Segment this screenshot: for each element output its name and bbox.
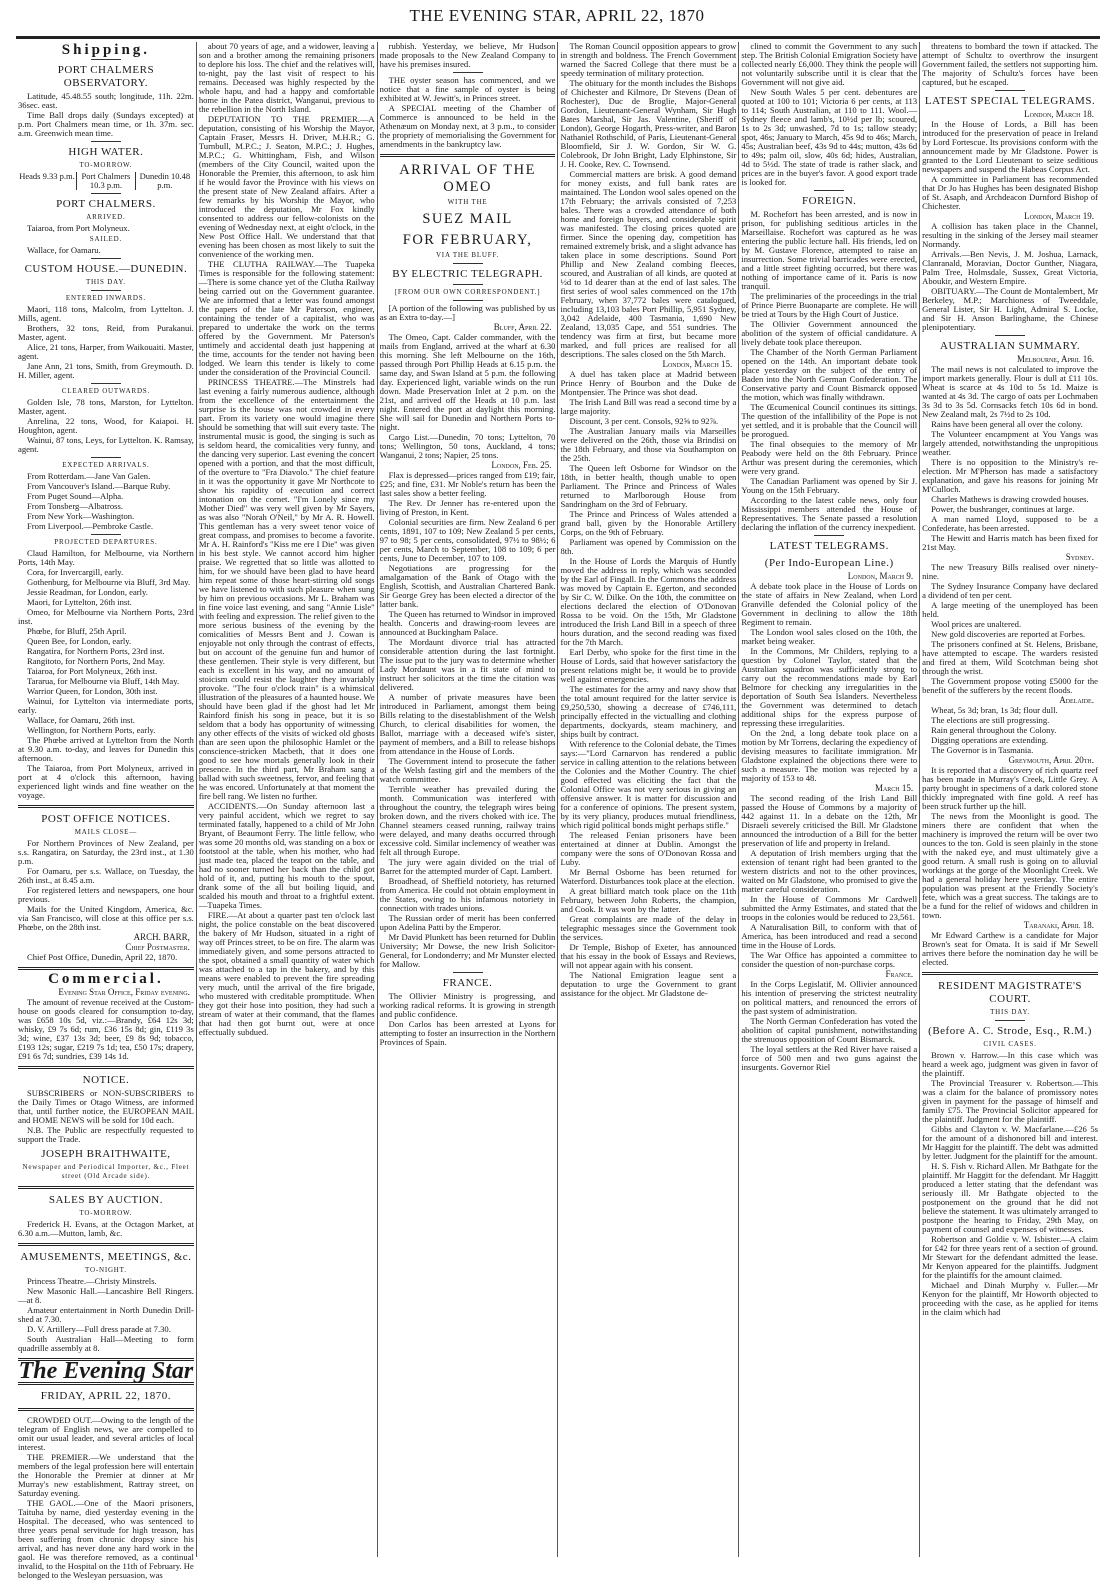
section-heading: POST OFFICE NOTICES.	[41, 813, 171, 825]
article-paragraph: From Rotterdam.—Jane Van Galen.	[27, 471, 151, 481]
subheading: TO-MORROW.	[79, 161, 133, 169]
article-paragraph: Terrible weather has prevailed during the month. Communication was interfered with throughout the country, the telegraph wires being broken down, and the rivers choked with ice. The Channel steamers ceased running, railway trains were delayed, and many deaths occurred through excessive cold. Similar inclemency of weather was felt all through Europe.	[379, 784, 556, 857]
article-paragraph: The Chamber of the North German Parliament opened on the 14th. An important debate took place yesterday on the subject of the entry of Baden into the North German Confederation. The Conservative party and Count Bismarck opposed the motion, which was finally withdrawn.	[741, 347, 918, 402]
section-divider	[91, 258, 121, 259]
article-paragraph: Tararua, for Melbourne via Bluff, 14th May.	[27, 676, 180, 686]
article-paragraph: A deputation of Irish members urging that the extension of tenant right had been granted to the western districts and not to the other provinces, waited on Mr Gladstone, who promised to give the matter careful consideration.	[741, 848, 918, 894]
article-paragraph: A debate took place in the House of Lords on the state of affairs in New Zealand, when Lord Granville defended the Colonial policy of the Government in declining to allow the 18th Regiment to remain.	[741, 581, 918, 627]
article-paragraph: Wellington, for Northern Ports, early.	[27, 725, 156, 735]
article-paragraph: Wool prices are unaltered.	[931, 619, 1022, 629]
article-paragraph: Rain general throughout the Colony.	[931, 725, 1057, 735]
article-paragraph: CROWDED OUT.—Owing to the length of the telegram of English news, we are compelled to omit our usual leader, and several articles of local interest.	[18, 1415, 194, 1452]
article-paragraph: The Mordaunt divorce trial has attracted considerable attention during the last fortnight. The issue put to the jury was to determine whether Lady Mordaunt was in a fit state of mind to instruct her solicitors at the time the citation was delivered.	[379, 637, 556, 692]
article-paragraph: THE PREMIER.—We understand that the members of the legal profession here will entertain the Honorable the Premier at dinner at Mr Murray's new establishment, Rattray street, on Saturday evening.	[18, 1452, 194, 1498]
subheading: THIS DAY.	[990, 1008, 1030, 1016]
article-paragraph: clined to commit the Government to any such step. The British Colonial Emigration Society have collected nearly £6,000. They think the people will not voluntarily subscribe until it is clear that the Government will not give aid.	[741, 41, 918, 87]
high-water-table	[18, 172, 194, 190]
article-paragraph: Cora, for Invercargill, early.	[27, 567, 124, 577]
article-paragraph: Maori, for Lyttelton, 26th inst.	[27, 597, 132, 607]
subheading: TO-NIGHT.	[85, 1266, 127, 1274]
article-paragraph: The preliminaries of the proceedings in the trial of Prince Pierre Buonaparte are complete. He will be tried at Tours by the High Court of Justice.	[741, 291, 918, 319]
article-paragraph: The loyal settlers at the Red River have raised a force of 500 men and two guns against the insurgents. Governor Riel	[741, 1044, 918, 1072]
article-paragraph: On the 2nd, a long debate took place on a motion by Mr Torrens, declaring the expediency of devising measures to facilitate immigration. Mr Gladstone explained the objections there were to such a measure. The motion was rejected by a majority of 153 to 48.	[741, 728, 918, 783]
dateline: London, March 9.	[847, 571, 914, 581]
column-4	[558, 42, 739, 1557]
article-paragraph: Warrior Queen, for London, 30th inst.	[27, 686, 158, 696]
article-paragraph: New South Wales 5 per cent. debentures are quoted at 100 to 101; Victoria 6 per cents, at 113 to 114; South Australian, at 110 to 111. Wool.—Sydney fleece and lamb's, 10½d per lb; scoured, 1s to 2s 3d; unwashed, 7d to 1s; tallow steady; spot, 46s; January to March, 45s 9d to 46s; March, 45s; Australian beef, 43s 9d to 44s; mutton, 43s 6d to 49s; palm oil, slow, 40s 6d; hides, Australian, 4d to 5½d. The state of trade is rather slack, and prices are in the buyer's favor. A good export trade is looked for.	[741, 87, 918, 187]
column-1	[16, 42, 197, 1580]
article-paragraph: Jessie Readman, for London, early.	[27, 587, 148, 597]
section-heading: JOSEPH BRAITHWAITE,	[41, 1148, 171, 1160]
high-water-cell: Dunedin 10.48 p.m.	[139, 171, 191, 190]
section-divider	[995, 90, 1025, 91]
section-heading: ARRIVAL OF THE OMEO	[399, 162, 536, 195]
article-paragraph: Power, the bushranger, continues at large.	[931, 504, 1075, 514]
section-divider	[91, 383, 121, 384]
article-paragraph: Latitude, 45.48.55 south; longitude, 11h. 22m. 36sec. east.	[18, 91, 194, 110]
article-paragraph: Time Ball drops daily (Sundays excepted) at p.m. Port Chalmers mean time, or 1h. 37m. sec. a.m. Greenwich mean time.	[18, 110, 194, 138]
subheading: VIA THE BLUFF.	[435, 251, 500, 259]
article-paragraph: threatens to bombard the town if attacked. The attempt of Schultz to overthrow the insurgent Government failed, the settlers not supporting him. The majority of Schultz's forces have been captured, but he escaped.	[922, 41, 1098, 87]
section-divider	[922, 972, 1098, 975]
article-paragraph: The Provincial Treasurer v. Robertson.—This was a claim for the balance of promissory notes given in payment for the passage of himself and family £75. The Provincial Solicitor appeared for the plaintiff. Judgment for the plaintiff.	[922, 1078, 1098, 1124]
section-masthead: Shipping.	[61, 42, 151, 58]
article-paragraph: Digging operations are extending.	[931, 735, 1049, 745]
article-paragraph: The Prince and Princess of Wales attended a grand ball, given by the Honorable Artillery Corps, on the 9th of February.	[560, 509, 737, 537]
dateline: March 15.	[874, 783, 914, 793]
article-paragraph: The mail news is not calculated to improve the import markets generally. Flour is dull at £11 10s. Wheat is scarce at 4s 10d to 5s 1d. Maize is wanted at 4s 3d. The cargo of oats per Lochmaben 3s 3d to 3s 5d. Cornsacks fetch 10s 6d in bond. New Zealand malt, 2s 7½d to 2s 10d.	[922, 364, 1098, 419]
article-paragraph: The obituary for the month includes the Bishops of Chichester and Kilmore, Dr Stevens (Dean of Rochester), Duc de Broglie, Major-General Gordon, Lieutenant-General Wynham, Sir Hugh Bates Marshal, Sir Jas. Valentine, (Sheriff of London), George Hogarth, Press-writer, and Baron Nathaniel Rothschild, of Paris, Lieutenant-General Bloomfield, Sir J. W. Gordon, Sir W. G. Colebrook, Dr John Bright, Lady Elphinstone, Sir J. H. Cooke, Rev. C. Townsend.	[560, 78, 737, 169]
section-divider	[91, 141, 121, 142]
article-paragraph: Great complaints are made of the delay in telegraphic messages since the Government took the services.	[560, 914, 737, 942]
section-divider	[18, 1186, 194, 1189]
article-paragraph: Rangitoto, for Northern Ports, 2nd May.	[27, 656, 165, 666]
article-paragraph: Arrivals.—Ben Nevis, J. M. Joshua, Larnack, Clanranald, Moravian, Doctor Gunther, Niagara, Palm Tree, Holmsdale, Sussex, Great Victoria, Aboukir, and Western Empire.	[922, 249, 1098, 286]
section-divider	[814, 535, 844, 536]
article-paragraph: The estimates for the army and navy show that the total amount required for the latter service is £9,250,530, showing a decrease of £746,111, principally effected in the victualling and clothing departments, dockyards, steam machinery, and ships built by contract.	[560, 684, 737, 739]
section-divider	[453, 972, 483, 973]
article-paragraph: ACCIDENTS.—On Sunday afternoon last a very painful accident, which we regret to say terminated fatally, happened to a child of Mr John Bryant, of Beaumont Ferry. The little fellow, who was some 20 months old, was standing on a box or footstool at the table, when his mother, who had just made tea, placed the teapot on the table, and had no sooner turned her back than the child got hold of it, and, putting his mouth to the spout, drank some of the all but boiling liquid, and scalded his mouth and throat to a frightful extent.—Tuapeka Times.	[198, 801, 375, 910]
article-paragraph: A duel has taken place at Madrid between Prince Henry of Bourbon and the Duke de Montpensier. The Prince was shot dead.	[560, 369, 737, 397]
section-divider	[18, 1408, 194, 1411]
article-paragraph: Omeo, for Melbourne via Northern Ports, 23rd inst.	[18, 607, 194, 626]
dateline: Taranaki, April 18.	[1023, 920, 1094, 930]
article-paragraph: In the Commons, Mr Childers, replying to a question by Colonel Taylor, stated that the Australian squadron was sufficiently strong to carry out the recommendations made by Earl Belmore for checking any irregularities in the deportation of South Sea Islanders. Nevertheless the Government was determined to detach additional ships for the express purpose of repressing these irregularities.	[741, 646, 918, 728]
subheading: THIS DAY.	[85, 278, 126, 286]
section-heading: AMUSEMENTS, MEETINGS, &c.	[20, 1251, 192, 1263]
article-paragraph: With reference to the Colonial debate, the Times says:—"Lord Carnarvon has rendered a public service in calling attention to the relations between the Colonies and the Mother Country. The chief good effected was eliciting the fact that the Colonial Office was not very serious in giving an offensive answer. It is matter for discussion and for a conference of opinions. The present system, by its very pliancy, produces mutual friendliness, which rigid political bonds might perhaps stifle."	[560, 739, 737, 830]
article-paragraph: SUBSCRIBERS or NON-SUBSCRIBERS to the Daily Times or Otago Witness, are informed that, until further notice, the EUROPEAN MAIL and HOME NEWS will be sold for 10d each.	[18, 1088, 194, 1125]
section-heading: SUEZ MAIL	[422, 211, 513, 227]
article-paragraph: Mr Bernal Osborne has been returned for Waterford. Disturbances took place at the election.	[560, 867, 737, 886]
dateline: France.	[885, 969, 914, 979]
article-paragraph: [A portion of the following was published by us as an Extra to-day.—]	[379, 303, 556, 322]
section-divider	[18, 967, 194, 970]
article-paragraph: A collision has taken place in the Channel, resulting in the sinking of the Jersey mail steamer Normandy.	[922, 221, 1098, 249]
article-paragraph: The Sydney Insurance Company have declared a dividend of ten per cent.	[922, 581, 1098, 600]
article-paragraph: Brothers, 32 tons, Reid, from Purakanui. Master, agent.	[18, 323, 194, 342]
section-heading: NOTICE.	[82, 1074, 130, 1086]
article-paragraph: From Tonsberg—Albatross.	[27, 501, 123, 511]
section-divider	[18, 1066, 194, 1069]
dateline: Bluff, April 22.	[493, 322, 552, 332]
section-heading: AUSTRALIAN SUMMARY.	[940, 340, 1081, 352]
column-2	[197, 42, 378, 1557]
article-paragraph: It is reported that a discovery of rich quartz reef has been made in Murray's Creek, Little Grey. A party brought in specimens of a dark colored stone thickly impregnated with fine gold. A reef has been struck further up the hill.	[922, 765, 1098, 811]
article-paragraph: Jane Ann, 21 tons, Smith, from Greymouth. D. H. Miller, agent.	[18, 361, 194, 380]
article-paragraph: Amateur entertainment in North Dunedin Drill-shed at 7.30.	[18, 1305, 194, 1324]
article-paragraph: For registered letters and newspapers, one hour previous.	[18, 885, 194, 904]
article-paragraph: The North German Confederation has voted the abolition of capital punishment, notwithstanding the strenuous opposition of Count Bismarck.	[741, 1016, 918, 1044]
article-paragraph: Taiaroa, for Port Molyneux, 26th inst.	[27, 666, 158, 676]
article-paragraph: Don Carlos has been arrested at Lyons for attempting to foster an insurrection in the Northern Provinces of Spain.	[379, 1019, 556, 1047]
article-paragraph: The new Treasury Bills realised over ninety-nine.	[922, 562, 1098, 581]
article-paragraph: The Government propose voting £5000 for the benefit of the sufferers by the recent floods.	[922, 676, 1098, 695]
dateline: Adelaide.	[1059, 695, 1094, 705]
subheading: CIVIL CASES.	[983, 1040, 1037, 1048]
article-paragraph: Frederick H. Evans, at the Octagon Market, at 6.30 a.m.—Mutton, lamb, &c.	[18, 1219, 194, 1238]
high-water-cell: Heads 9.33 p.m.	[18, 172, 77, 190]
article-paragraph: New gold discoveries are reported at Forbes.	[931, 629, 1086, 639]
article-paragraph: The Australian January mails via Marseilles were delivered on the 26th, those via Brindisi on the 18th February, and those via Southampton on the 25th.	[560, 426, 737, 463]
article-paragraph: For Oamaru, per s.s. Wallace, on Tuesday, the 26th inst., at 8.45 a.m.	[18, 866, 194, 885]
dateline: London, Feb. 25.	[491, 460, 552, 470]
article-paragraph: The second reading of the Irish Land Bill passed the House of Commons by a majority of 442 against 11. In a debate on the 12th, Mr Disraeli severely criticised the Bill. Mr Gladstone announced the introduction of a Bill for the better preservation of life and property in Ireland.	[741, 793, 918, 848]
article-paragraph: In the House of Lords the Marquis of Huntly moved the address in reply, which was seconded by the Earl of Fingall. In the Commons the address was moved by Captain E. Egerton, and seconded by Sir C. W. Dilke. On the 10th, the committee on elections declared the election of O'Donovan Rossa to be void. On the 15th, Mr Gladstone introduced the Irish Land Bill in a speech of three hours duration, and the second reading was fixed for the 7th March.	[560, 556, 737, 647]
article-paragraph: The Volunteer encampment at You Yangs was largely attended, notwithstanding the unpropitious weather.	[922, 429, 1098, 457]
article-paragraph: The Ollivier Government announced the abolition of the system of official candidature. A lively debate took place thereupon.	[741, 319, 918, 347]
subheading: MAILS CLOSE—	[74, 828, 138, 836]
section-heading: FRIDAY, APRIL 22, 1870.	[40, 1390, 172, 1402]
article-paragraph: Chief Post Office, Dunedin, April 22, 1870.	[27, 952, 178, 962]
article-paragraph: Golden Isle, 78 tons, Marston, for Lyttelton. Master, agent.	[18, 397, 194, 416]
article-paragraph: The prisoners confined at St. Helens, Brisbane, have attempted to escape. The warders resisted and fired at them, Wild Scotchman being shot through the wrist.	[922, 639, 1098, 676]
section-heading: (Before A. C. Strode, Esq., R.M.)	[928, 1025, 1092, 1037]
dateline: Sydney.	[1065, 552, 1094, 562]
article-paragraph: From Vancouver's Island.—Barque Ruby.	[27, 481, 171, 491]
article-paragraph: Taiaroa, from Port Molyneux.	[27, 223, 130, 233]
section-divider	[453, 263, 483, 264]
article-paragraph: Broadhead, of Sheffield notoriety, has returned from America. He could not obtain employment in the States, owing to his infamous notoriety in connection with trades unions.	[379, 876, 556, 913]
article-paragraph: Princess Theatre.—Christy Minstrels.	[27, 1276, 157, 1286]
article-paragraph: The Hewitt and Harris match has been fixed for 21st May.	[922, 533, 1098, 552]
article-paragraph: From Liverpool.—Pembroke Castle.	[27, 521, 154, 531]
article-paragraph: Phœbe, for Bluff, 25th April.	[27, 626, 127, 636]
article-paragraph: Claud Hamilton, for Melbourne, via Northern Ports, 14th May.	[18, 548, 194, 567]
article-paragraph: Wainui, for Lyttelton via intermediate ports, early.	[18, 696, 194, 715]
section-heading: FOR FEBRUARY,	[402, 232, 533, 248]
article-paragraph: N.B. The Public are respectfully requested to support the Trade.	[18, 1125, 194, 1144]
subheading: EXPECTED ARRIVALS.	[62, 461, 150, 469]
article-paragraph: rubbish. Yesterday, we believe, Mr Hudson made proposals to the New Zealand Company to have his premises insured.	[379, 41, 556, 69]
section-heading: PORT CHALMERS OBSERVATORY.	[57, 64, 155, 89]
article-paragraph: The Queen has returned to Windsor in improved health. Concerts and drawing-room levees are announced at Buckingham Palace.	[379, 609, 556, 637]
section-heading: HIGH WATER.	[68, 146, 144, 158]
article-paragraph: Rangatira, for Northern Ports, 23rd inst.	[27, 646, 165, 656]
article-paragraph: The final obsequies to the memory of Mr Peabody were held on the 8th February. Prince Arthur was present during the ceremonies, which were very grand.	[741, 439, 918, 476]
section-divider	[814, 190, 844, 191]
article-paragraph: A great billiard match took place on the 11th February, between John Roberts, the champion, and Cook. It was won by the latter.	[560, 886, 737, 914]
dateline: London, March 18.	[1024, 109, 1094, 119]
article-paragraph: A number of private measures have been introduced in Parliament, amongst them being Bills relating to the disestablishment of the Welsh Church, to clerical disabilities for women, the Ballot, marriage with a deceased wife's sister, payment of members, and a Bill to release bishops from attendance in the House of Lords.	[379, 692, 556, 756]
header-rule	[16, 36, 1100, 39]
article-paragraph: Wainui, 87 tons, Leys, for Lyttelton. K. Ramsay, agent.	[18, 435, 194, 454]
section-heading: LATEST TELEGRAMS.	[769, 540, 889, 552]
page-header-title: THE EVENING STAR, APRIL 22, 1870	[409, 6, 705, 25]
article-paragraph: A man named Lloyd, supposed to be a Confederate, has been arrested.	[922, 514, 1098, 533]
article-paragraph: Anrelina, 22 tons, Wood, for Kaiapoi. H. Houghton, agent.	[18, 416, 194, 435]
article-paragraph: There is no opposition to the Ministry's re-election. Mr M'Pherson has made a satisfactory explanation, and gave his reasons for joining Mr M'Culloch.	[922, 457, 1098, 494]
article-paragraph: According to the latest cable news, only four Mississippi members attended the House of Representatives. The Senate passed a resolution declaring the inflation of the currency inexpedient.	[741, 495, 918, 532]
article-paragraph: A large meeting of the unemployed has been held.	[922, 600, 1098, 619]
article-paragraph: The Russian order of merit has been conferred upon Adelina Patti by the Emperor.	[379, 913, 556, 932]
section-heading: (Per Indo-European Line.)	[764, 557, 894, 569]
section-heading: FOREIGN.	[802, 195, 857, 207]
article-paragraph: THE GAOL.—One of the Maori prisoners, Taituha by name, died yesterday evening in the Hospital. The deceased, who was sentenced to three years penal servitude for high treason, has been suffering from chronic dropsy since his arrival, and has never done any hard work in the gaol. He was therefore removed, as a continual invalid, to the Hospital on the 11th of February. He belonged to the Wesleyan persuasion, was	[18, 1498, 194, 1580]
dateline: Greymouth, April 20th.	[1008, 755, 1094, 765]
section-divider	[380, 154, 556, 157]
section-divider	[91, 59, 121, 60]
section-heading: CUSTOM HOUSE.—DUNEDIN.	[24, 263, 188, 275]
subheading: ENTERED INWARDS.	[65, 294, 146, 302]
section-divider	[453, 300, 483, 301]
article-paragraph: The news from the Moonlight is good. The miners there are confident that when the machinery is improved the return will be over two ounces to the ton. Gold is seen plainly in the stone with the naked eye, and must ultimately give a good return. A small rush is going on to alluvial workings at the gorge of the Moonlight Creek. We had a general holiday here yesterday. The entire population was present at the Friendly Society's fete, which was a great success. The takings are to be a fund for the relief of widows and children in town.	[922, 811, 1098, 920]
article-paragraph: Mr David Plunkett has been returned for Dublin University; Mr Dowse, the new Irish Solicitor-General, for Londonderry; and Mr Munster elected for Mallow.	[379, 932, 556, 969]
high-water-cell: Port Chalmers 10.3 p.m.	[77, 172, 136, 190]
subheading: SAILED.	[89, 235, 123, 243]
section-heading: LATEST SPECIAL TELEGRAMS.	[924, 95, 1096, 107]
section-masthead: The Evening Star	[18, 1358, 194, 1384]
section-heading: SALES BY AUCTION.	[48, 1194, 163, 1206]
section-divider	[18, 1243, 194, 1246]
section-divider	[91, 290, 121, 291]
subheading: [FROM OUR OWN CORRESPONDENT.]	[394, 288, 541, 296]
article-paragraph: The amount of revenue received at the Custom-house on goods cleared for consumption to-day, was £658 10s 5d, viz.:—Brandy, £64 12s 3d; whisky, £9 7s 6d; rum, £36 15s 8d; gin, £119 3s 3d; wine, £37 13s 3d; beer, £9 8s 9d; tobacco, £193 12s; sugar, £219 7s 1d; tea, £50 17s; drapery, £91 6s 7d; sundries, £39 14s 1d.	[18, 997, 194, 1061]
article-paragraph: Queen Bee, for London, early.	[27, 636, 132, 646]
article-paragraph: Wheat, 5s 3d; bran, 1s 3d; flour dull.	[931, 705, 1058, 715]
article-paragraph: In the Corps Legislatif, M. Ollivier announced his intention of preserving the strictest neutrality on political matters, and renounced the errors of the past system of administration.	[741, 979, 918, 1016]
article-paragraph: The Phœbe arrived at Lyttelton from the North at 9.30 a.m. to-day, and leaves for Dunedin this afternoon.	[18, 735, 194, 763]
article-paragraph: Mails for the United Kingdom, America, &c. via San Francisco, will close at this office per s.s. Phœbe, on the 28th inst.	[18, 904, 194, 932]
article-paragraph: A committee in Parliament has recommended that Dr Jo has Hughes has been designated Bishop of St. Asaph, and Archdeacon Durnford Bishop of Chichester.	[922, 174, 1098, 211]
article-paragraph: New Masonic Hall.—Lancashire Bell Ringers.—at 8.	[18, 1286, 194, 1305]
section-heading: PORT CHALMERS.	[56, 198, 156, 210]
article-paragraph: South Australian Hall—Meeting to form quadrille assembly at 8.	[18, 1334, 194, 1353]
article-paragraph: FIRE.—At about a quarter past ten o'clock last night, the police constable on the beat discovered the bakery of Mr Hudson, situated in a right of way off Princes street, to be on fire. The alarm was immediately given, and some persons attracted to the spot, obtained a small quantity of water which was attached to a tap in the bakery, and by this means were enabled to prevent the fire spreading very much, until the arrival of the fire brigade, who mustered with creditable promptitude. When they got their hose into position, they had such a stream of water at their command, that the flames that had then got burnt out, were at once effectually subdued.	[198, 910, 375, 1037]
section-divider	[91, 534, 121, 535]
article-paragraph: The Government intend to prosecute the father of the Welsh fasting girl and the members of the watch committee.	[379, 756, 556, 784]
subheading: ARRIVED.	[86, 213, 126, 221]
article-paragraph: Rains have been general all over the colony.	[931, 419, 1083, 429]
article-paragraph: Earl Derby, who spoke for the first time in the House of Lords, said that however satisfactory the present relations might be, it would be to provide well against emergencies.	[560, 647, 737, 684]
subheading: Newspaper and Periodical Importer, &c., Fleet street (Old Arcade side).	[22, 1163, 190, 1180]
article-paragraph: Discount, 3 per cent. Consols, 92⅝ to 92⅞.	[569, 416, 719, 426]
article-paragraph: Flax is depressed—prices ranged from £19; fair, £25; and fine, £31. Mr Noble's return has been the last sales show a better feeling.	[379, 470, 556, 498]
article-paragraph: The Governor is in Tasmania.	[931, 745, 1034, 755]
article-paragraph: Robertson and Goldie v. W. Isbister.—A claim for £42 for three years rent of a section of ground. Mr Stewart for the defendant admitted the lease. Mr Kenyon appeared for the plaintiffs. Judgment for the plaintiffs for the amount claimed.	[922, 1234, 1098, 1280]
dateline: Melbourne, April 16.	[1016, 354, 1094, 364]
article-paragraph: The Rev. Dr Jenner has re-entered upon the living of Preston, in Kent.	[379, 498, 556, 517]
article-paragraph: D. V. Artillery—Full dress parade at 7.30.	[27, 1324, 171, 1334]
article-paragraph: The Roman Council opposition appears to grow in strength and boldness. The French Government warned the Sacred College that there must be a speedy termination of military protection.	[560, 41, 737, 78]
article-paragraph: The Omeo, Capt. Calder commander, with the mails from England, arrived at the wharf at 6.30 this morning. She left Melbourne on the 16th, passed through Port Phillip Heads at 6.15 p.m. the same day, and Swan Island at 5 p.m. the following day. Experienced light, variable winds on the run down. Made Preservation Inlet at 2 p.m. on the 21st, and arrived off the Heads at 10 p.m. last night. Entered the port at daylight this morning. She will sail for Dunedin and Northern Ports to-night.	[379, 332, 556, 432]
article-paragraph: In the House of Lords, a Bill has been introduced for the preservation of peace in Ireland by Lord Fortescue. Its provisions conform with the announcement made by Mr Gladstone. Power is granted to the Lord Lieutenant to seize seditious newspapers and suspend the Habeas Corpus Act.	[922, 119, 1098, 174]
column-3	[378, 42, 559, 1557]
article-paragraph: H. S. Fish v. Richard Allen. Mr Bathgate for the plaintiff. Mr Haggitt for the defendant. Mr Haggitt produced a letter stating that the defendant was seriously ill. Mr Bathgate objected to the postponement on the ground that he did not believe the statement. It was ultimately arranged to postpone the hearing to Friday, 29th May, on payment of counsel and expenses of witnesses.	[922, 1161, 1098, 1234]
subheading: WITH THE	[447, 198, 488, 206]
subheading: CLEARED OUTWARDS.	[61, 387, 151, 395]
dateline: Chief Postmaster.	[125, 942, 190, 952]
article-paragraph: Maori, 118 tons, Malcolm, from Lyttelton. J. Mills, agent.	[18, 304, 194, 323]
article-paragraph: Cargo List.—Dunedin, 70 tons; Lyttelton, 70 tons; Wellington, 50 tons, Auckland, 4 tons; Wanganui, 2 tons; Napier, 25 tons.	[379, 432, 556, 460]
article-paragraph: Wallace, for Oamaru.	[27, 245, 101, 255]
article-paragraph: From New York—Washington.	[27, 511, 135, 521]
dateline: ARCH. BARR,	[133, 932, 190, 942]
article-paragraph: Alice, 21 tons, Harper, from Waikouaiti. Master, agent.	[18, 342, 194, 361]
article-paragraph: THE oyster season has commenced, and we notice that a fine sample of oyster is being exhibited at W. Jewitt's, in Princes street.	[379, 75, 556, 103]
article-paragraph: Mr Edward Carthew is a candidate for Major Brown's seat for Omata. It is said if Mr Sewell arrives there before the nomination day he will be elected.	[922, 930, 1098, 967]
article-paragraph: Gibbs and Clayton v. W. Macfarlane.—£26 5s for the amount of a dishonored bill and interest. Mr Haggitt for the plaintiff. The debt was admitted by letter. Judgment for the plaintiff for the amount.	[922, 1124, 1098, 1161]
article-paragraph: The War Office has appointed a committee to consider the question of non-purchase corps.	[741, 950, 918, 969]
article-paragraph: Brown v. Harrow.—In this case which was heard a week ago, judgment was given in favor of the plaintiff.	[922, 1050, 1098, 1078]
article-paragraph: The jury were again divided on the trial of Barret for the attempted murder of Capt. Lambert.	[379, 857, 556, 876]
section-divider	[995, 1020, 1025, 1021]
article-paragraph: The London wool sales closed on the 10th, the market being weaker.	[741, 627, 918, 646]
article-paragraph: The National Emigration league sent a deputation to urge the Government to grant assistance for the object. Mr Gladstone de-	[560, 970, 737, 998]
column-5	[739, 42, 920, 1557]
article-paragraph: For Northern Provinces of New Zealand, per s.s. Rangatira, on Saturday, the 23rd inst., at 1.30 p.m.	[18, 838, 194, 866]
article-paragraph: Colonial securities are firm. New Zealand 6 per cents, 1891, 107 to 109; New Zealand 5 per cents, 97 to 98; 5 per cents, consolidated, 97½ to 98½; 6 per cents, March to September, 108 to 109; 6 per cents, June to December, 107 to 109.	[379, 517, 556, 563]
article-paragraph: The Œcumenical Council continues its sittings. The question of the infallibility of the Pope is not yet settled, and it is probable that the Council will be prorogued.	[741, 402, 918, 439]
article-paragraph: A Naturalisation Bill, to conform with that of America, has been introduced and read a second time in the House of Lords.	[741, 922, 918, 950]
article-paragraph: Dr Temple, Bishop of Exeter, has announced that his essay in the book of Essays and Reviews, will not appear again with his consent.	[560, 942, 737, 970]
section-divider	[18, 805, 194, 808]
article-paragraph: DEPUTATION TO THE PREMIER.—A deputation, consisting of his Worship the Mayor, Captain Fraser, Messrs H. Driver, M.H.R.; G. Turnbull, M.P.C.; J. Seaton, M.P.C.; J. Hughes, M.P.C.; G. Whittingham, Fish, and Wilson (members of the City Council, waited upon the Honorable the Premier, this afternoon, to ask him if he would favor the Province with his views on the present state of New Zealand affairs. After a few remarks by his Worship the Mayor, who introduced the deputation, Mr Fox kindly consented to address our fellow-colonists on the evening of Wednesday next, at eight o'clock, in the New Post Office Hall. We understand that that evening has been chosen as most likely to suit the convenience of the working men.	[198, 114, 375, 259]
section-divider	[91, 457, 121, 458]
article-paragraph: about 70 years of age, and a widower, leaving a son and a brother among the remaining prisoners to deplore his loss. The chief and the relatives will, to-night, pay the last visit of respect to his remains. Deceased was highly respected by the whole hapu, and had a happy and comfortable home in the Patea district, Wanganui, previous to the rebellion in the North Island.	[198, 41, 375, 114]
article-paragraph: The Queen left Osborne for Windsor on the 18th, in better health, though unable to open Parliament. The Prince and Princess of Wales returned to Marlborough House from Sandringham on the 3rd of February.	[560, 463, 737, 509]
article-paragraph: The released Fenian prisoners have been entertained at dinner at Dublin. Amongst the company were the sons of O'Donovan Rossa and Luby.	[560, 830, 737, 867]
section-heading: FRANCE.	[442, 977, 493, 989]
column-6	[920, 42, 1100, 1557]
subheading: TO-MORROW.	[79, 1209, 133, 1217]
article-paragraph: The Taiaroa, from Port Molyneux, arrived in port at 4 o'clock this afternoon, having experienced light winds and fine weather on the voyage.	[18, 763, 194, 800]
article-paragraph: PRINCESS THEATRE.—The Minstrels had last evening a fairly numerous audience, although from the excellence of the entertainment the surprise is the house was not crowded in every part. From its variety one would imagine there should be something that will suit every taste. The instrumental music is good, the singing is such as is seldom heard, the comicalities very funny, and the dancing very superior. Last evening the concert opened with a portion, and that the most difficult, of the overture to "Fra Diavolo." The chief feature in it was the opportunity it gave Mr Northcote to show his rapidity of execution and correct intonation on the cornet. "I'm Lonely since my Mother Died" was very well given by Mr Sayers, as was also "Norah O'Neil," by Mr A. R. Howell. This gentleman has a very sweet tenor voice of great compass, and promises to become a favorite. Mr A. H. Rainford's "Kiss me ere I Die" was given in his best style. We cannot accord him higher praise. We regretted that so little was allotted to him, for we should have been glad to have heard him repeat some of those heart-stirring old songs we have listened to with such pleasure when sung by him on previous occasions. Mr L. Braham was in fine voice last evening, and sang "Annie Lisle" with feeling and expression. The relief given to the more serious business of the evening by the comicalities of Messrs Bent and J. Cowan is enjoyable not only through the contrast of effects, but on account of the genuine fun and humor of these gentlemen. Their style is very different, but each is excellent in his way, and no amount of stoicism could resist the laughter they invariably provoke. "The four o'clock train" is a whimsical illustration of the pleasures of a haunted house. We should have been glad if the ghost had let Mr Rainford finish his song in peace, but it is so seldom that a body has opportunity of witnessing any other effects of the visits of wicked old ghosts than are seen upon the philosophic Hamlet or the conscience-stricken Macbeth, that it does one good to see how mortals generally look in their presence. In the third part, Mr Braham sang a ballad with such sweetness, fervor, and feeling that he was encored. Unfortunately at that moment the fire bell rang. We listen no further.	[198, 377, 375, 801]
section-heading: BY ELECTRIC TELEGRAPH.	[392, 268, 543, 280]
article-paragraph: In the House of Commons Mr Cardwell submitted the Army Estimates, and stated that the troops in the colonies would be reduced to 23,561.	[741, 894, 918, 922]
article-paragraph: The elections are still progressing.	[931, 715, 1050, 725]
section-divider	[91, 193, 121, 194]
section-divider	[453, 72, 483, 73]
section-heading: RESIDENT MAGISTRATE'S COURT.	[938, 980, 1083, 1005]
article-paragraph: The Irish Land Bill was read a second time by a large majority.	[560, 397, 737, 416]
article-paragraph: Commercial matters are brisk. A good demand for money exists, and full bank rates are maintained. The London wool sales opened on the 17th February; the arrivals consisted of 7,253 bales. There was a crowded attendance of both home and foreign buyers, and considerable spirit was manifested. The closing prices quoted are firmer. Since the opening day, competition has remained extremely brisk, and a slight advance has taken place in some descriptions. Sound Port Phillip and New Zealand combing fleeces, scoured, and Australian of all kinds, are quoted at ½d to 1d dearer than at the end of last sales. The first series of wool sales commenced on the 17th February, when 37,772 bales were catalogued, including 13,103 bales Port Phillip, 5,951 Sydney, 3,042 Adelaide, 400 Tasmania, 1,690 New Zealand, 13,035 Cape, and 551 sundries. The tendency was firm at first, but became more marked, and full prices are realised for all descriptions. The sales closed on the 5th March.	[560, 169, 737, 359]
article-paragraph: Wallace, for Oamaru, 26th inst.	[27, 715, 135, 725]
article-paragraph: Michael and Dinah Murphy v. Fuller.—Mr Kenyon for the plaintiff, Mr Howorth objected to proceeding with the case, as he applied for items in the claim which had	[922, 1280, 1098, 1317]
article-paragraph: From Puget Sound—Alpha.	[27, 491, 124, 501]
article-paragraph: OBITUARY.—The Count de Montalembert, Mr Berkeley, M.P.; Marchioness of Tweeddale, General Lister, Sir H. Light, Admiral S. Locke, and Sir H. Anson Barlinghame, the Chinese plenipotentiary.	[922, 286, 1098, 332]
dateline: Evening Star Office, Friday evening.	[58, 987, 190, 997]
dateline: London, March 15.	[662, 359, 733, 369]
article-paragraph: Charles Mathews is drawing crowded houses.	[931, 494, 1089, 504]
subheading: PROJECTED DEPARTURES.	[54, 538, 158, 546]
article-paragraph: M. Rochefort has been arrested, and is now in prison, for publishing seditious articles in the Marseillaise. Rochefort was captured as he was entering the public lecture hall. His friends, led on by M. Gustave Florence, attempted to raise an insurrection. Some trivial barricades were erected, and a little street fighting occurred, but there was nothing of importance came of it. Paris is now tranquil.	[741, 209, 918, 291]
section-divider	[453, 284, 483, 285]
article-paragraph: The Ollivier Ministry is progressing, and working radical reforms. It is growing in strength and public confidence.	[379, 991, 556, 1019]
article-paragraph: Gothenburg, for Melbourne via Bluff, 3rd May.	[27, 577, 191, 587]
article-paragraph: Parliament was opened by Commission on the 8th.	[560, 537, 737, 556]
article-paragraph: THE CLUTHA RAILWAY.—The Tuapeka Times is responsible for the following statement:—There is some chance yet of the Clutha Railway being carried out on the Government guarantee. We are informed that a letter was found amongst the papers of the late Mr Paterson, engineer, containing the tender of a capitalist, who was prepared to undertake the work on the terms offered by the Government. Mr Paterson's untimely and accidental death just happening at the time, accounts for the tender not having been lodged. We learn this tender is likely to come under the consideration of the Provincial Council.	[198, 259, 375, 377]
dateline: London, March 19.	[1024, 211, 1094, 221]
article-paragraph: A SPECIAL meeting of the Chamber of Commerce is announced to be held in the Athenæum on Monday next, at 3 p.m., to consider the propriety of memorialising the Government for amendments in the bankruptcy law.	[379, 103, 556, 149]
article-paragraph: The Canadian Parliament was opened by Sir J. Young on the 15th February.	[741, 476, 918, 495]
article-paragraph: Negotiations are progressing for the amalgamation of the Bank of Otago with the English, Scottish, and Australian Chartered Bank. Sir George Grey has been elected a director of the latter bank.	[379, 563, 556, 609]
section-masthead: Commercial.	[48, 971, 164, 987]
newspaper-columns	[16, 41, 1100, 1580]
section-divider	[995, 335, 1025, 336]
